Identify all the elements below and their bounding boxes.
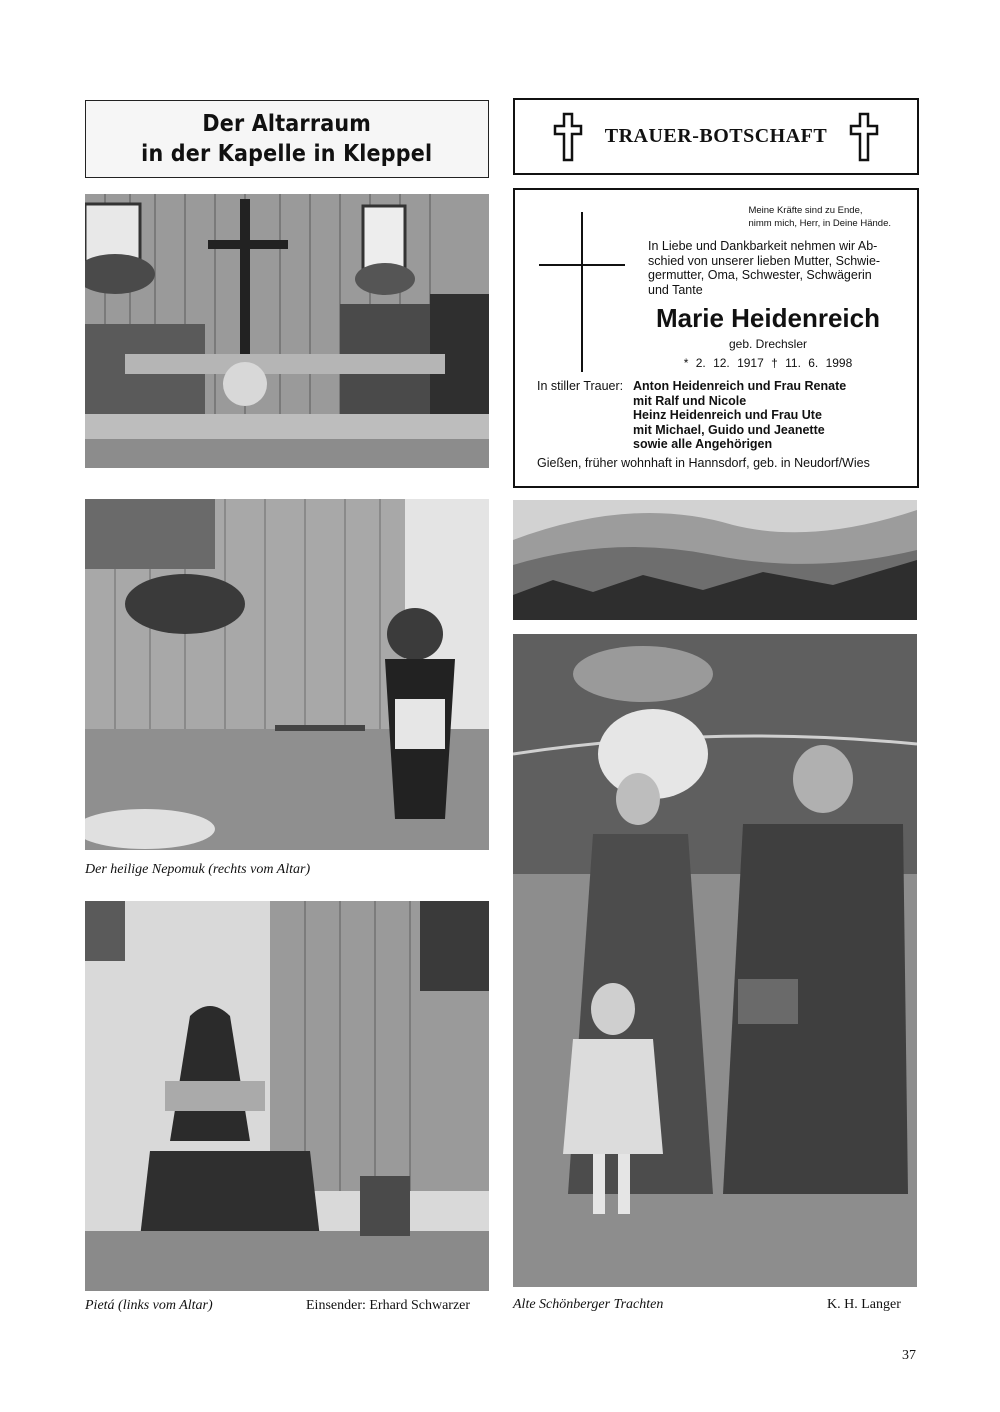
- cross-icon: [849, 112, 879, 162]
- intro-line: germutter, Oma, Schwester, Schwägerin: [648, 268, 872, 282]
- quote-line: Meine Kräfte sind zu Ende,: [748, 205, 863, 216]
- intro-line: und Tante: [648, 282, 703, 297]
- cross-icon: [553, 112, 583, 162]
- mourner-line: Anton Heidenreich und Frau Renate: [633, 379, 847, 393]
- caption-nepomuk: Der heilige Nepomuk (rechts vom Altar): [85, 862, 311, 877]
- intro-line: In Liebe und Dankbarkeit nehmen wir Ab-: [648, 239, 878, 253]
- caption-pieta: Pietá (links vom Altar): [85, 1298, 213, 1313]
- cross-icon: [539, 212, 625, 372]
- mourner-line: sowie alle Angehörigen: [633, 437, 773, 451]
- obituary-intro: [648, 239, 898, 297]
- mourner-line: mit Ralf und Nicole: [633, 393, 747, 408]
- article-title-line2: in der Kapelle in Kleppel: [141, 141, 433, 167]
- intro-line: schied von unserer lieben Mutter, Schwie-: [648, 253, 881, 268]
- mountain-photo: [513, 500, 917, 620]
- mourner-line: mit Michael, Guido und Jeanette: [633, 422, 825, 437]
- deceased-name: Marie Heidenreich: [656, 303, 880, 333]
- obituary-place: Gießen, früher wohnhaft in Hannsdorf, geb. in Neudorf/Wies: [537, 456, 870, 470]
- obituary-heading: TRAUER-BOTSCHAFT: [604, 125, 828, 147]
- mourning-label: In stiller Trauer:: [537, 379, 624, 393]
- article-title-box: [85, 100, 489, 178]
- mourner-line: Heinz Heidenreich und Frau Ute: [633, 408, 822, 422]
- costumes-photo: [513, 634, 917, 1287]
- caption-trachten: Alte Schönberger Trachten: [513, 1297, 664, 1312]
- nepomuk-photo: [85, 499, 489, 850]
- page-number: 37: [902, 1348, 916, 1363]
- article-title-line1: Der Altarraum: [202, 111, 372, 137]
- birth-name: geb. Drechsler: [728, 337, 808, 351]
- mourners-list: [633, 379, 846, 452]
- altar-room-photo: [85, 194, 489, 468]
- pieta-photo: [85, 901, 489, 1291]
- obituary-header: [513, 98, 919, 175]
- life-dates: * 2. 12. 1917 † 11. 6. 1998: [683, 356, 853, 370]
- caption-photographer: K. H. Langer: [827, 1297, 901, 1312]
- caption-sender: Einsender: Erhard Schwarzer: [306, 1298, 471, 1313]
- obituary-quote: [748, 204, 891, 230]
- quote-line: nimm mich, Herr, in Deine Hände.: [748, 218, 891, 229]
- obituary-notice: [513, 188, 919, 488]
